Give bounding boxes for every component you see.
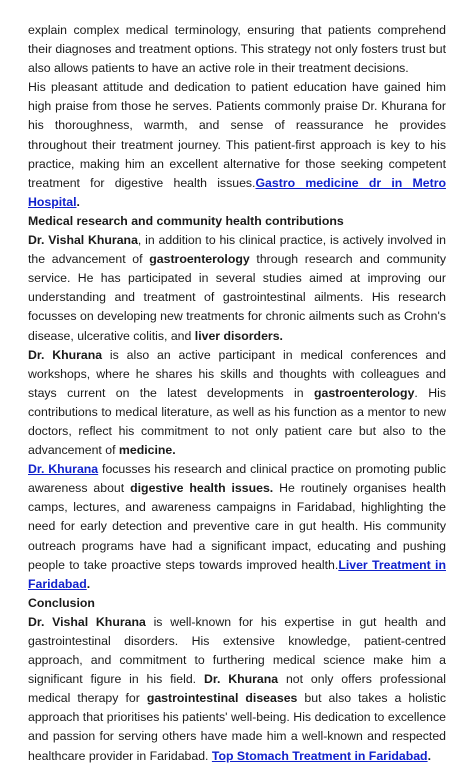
doctor-name: Dr. Khurana xyxy=(28,347,103,362)
doctor-name: Dr. Khurana xyxy=(203,672,279,687)
paragraph-text: , in addition to his clinical practice, is actively involved in the advancement of xyxy=(28,233,446,267)
gastro-medicine-link[interactable]: Gastro medicine dr in Metro Hospital xyxy=(28,175,446,209)
paragraph-conclusion xyxy=(28,613,446,766)
paragraph-text: is well-known for his expertise in gut health and gastrointestinal disorders. His extensive knowledge, patient-centred approach, and commitment to furthering medical science make him a significant figure in his field. xyxy=(28,614,446,687)
dr-khurana-link[interactable]: Dr. Khurana xyxy=(28,462,99,477)
paragraph-text: focusses his research and clinical practice on promoting public awareness about xyxy=(28,462,446,496)
stomach-treatment-link[interactable]: Top Stomach Treatment in Faridabad xyxy=(211,748,428,763)
bold-term: liver disorders. xyxy=(194,328,283,343)
paragraph-text: explain complex medical terminology, ensuring that patients comprehend their diagnoses and treatment options. This strategy not only fosters trust but also allows patients to have an active role in their treatment decisions. xyxy=(28,23,446,76)
section-heading-conclusion: Conclusion xyxy=(28,595,95,610)
paragraph-text: through research and community service. He has participated in several studies aimed at improving our understanding and treatment of gastrointestinal ailments. His research focusses on developing new treatments for chronic ailments such as Crohn's disease, ulcerative colitis, and xyxy=(28,252,446,343)
period: . xyxy=(76,194,80,209)
period: . xyxy=(86,576,91,591)
paragraph-text: . His contributions to medical literature, as well as his function as a mentor to new doctors, reflect his commitment to not only patient care but also to the advancement of xyxy=(28,385,446,458)
bold-term: gastroenterology xyxy=(149,252,250,267)
paragraph-awareness xyxy=(28,460,446,594)
doctor-name: Dr. Vishal Khurana xyxy=(28,233,138,248)
paragraph-research xyxy=(28,231,446,346)
bold-term: gastrointestinal diseases xyxy=(146,691,298,706)
paragraph-text: not only offers professional medical therapy for xyxy=(28,672,446,706)
bold-term: digestive health issues. xyxy=(130,481,274,496)
paragraph-patient-education xyxy=(28,78,446,212)
paragraph-text: His pleasant attitude and dedication to patient education have gained him high praise from those he serves. Patients commonly praise Dr. Khurana for his thoroughness, warmth, and sense of reassurance he provides throughout their treatment journey. This patient-first approach is key to his practice, making him an excellent alternative for those seeking competent treatment for digestive health issues. xyxy=(28,80,446,190)
period: . xyxy=(427,748,431,763)
doctor-name: Dr. Vishal Khurana xyxy=(28,614,146,629)
paragraph-intro xyxy=(28,21,446,78)
paragraph-conferences xyxy=(28,346,446,461)
paragraph-text: is also an active participant in medical conferences and workshops, where he shares his skills and thoughts with colleagues and stays current on the latest developments in xyxy=(28,347,446,400)
liver-treatment-link[interactable]: Liver Treatment in Faridabad xyxy=(28,557,446,591)
section-heading-research: Medical research and community health contributions xyxy=(28,213,344,228)
paragraph-text: but also takes a holistic approach that prioritises his patients' well-being. His dedication to excellence and passion for serving others have made him a well-known and respected healthcare provider in Faridabad. xyxy=(28,691,446,763)
paragraph-text: He routinely organises health camps, lectures, and awareness campaigns in Faridabad, highlighting the need for early detection and preventive care in gut health. His community outreach programs have had a significant impact, educating and pushing people to take proactive steps towards improved health. xyxy=(28,481,446,572)
bold-term: medicine. xyxy=(118,443,176,458)
bold-term: gastroenterology xyxy=(313,385,415,400)
